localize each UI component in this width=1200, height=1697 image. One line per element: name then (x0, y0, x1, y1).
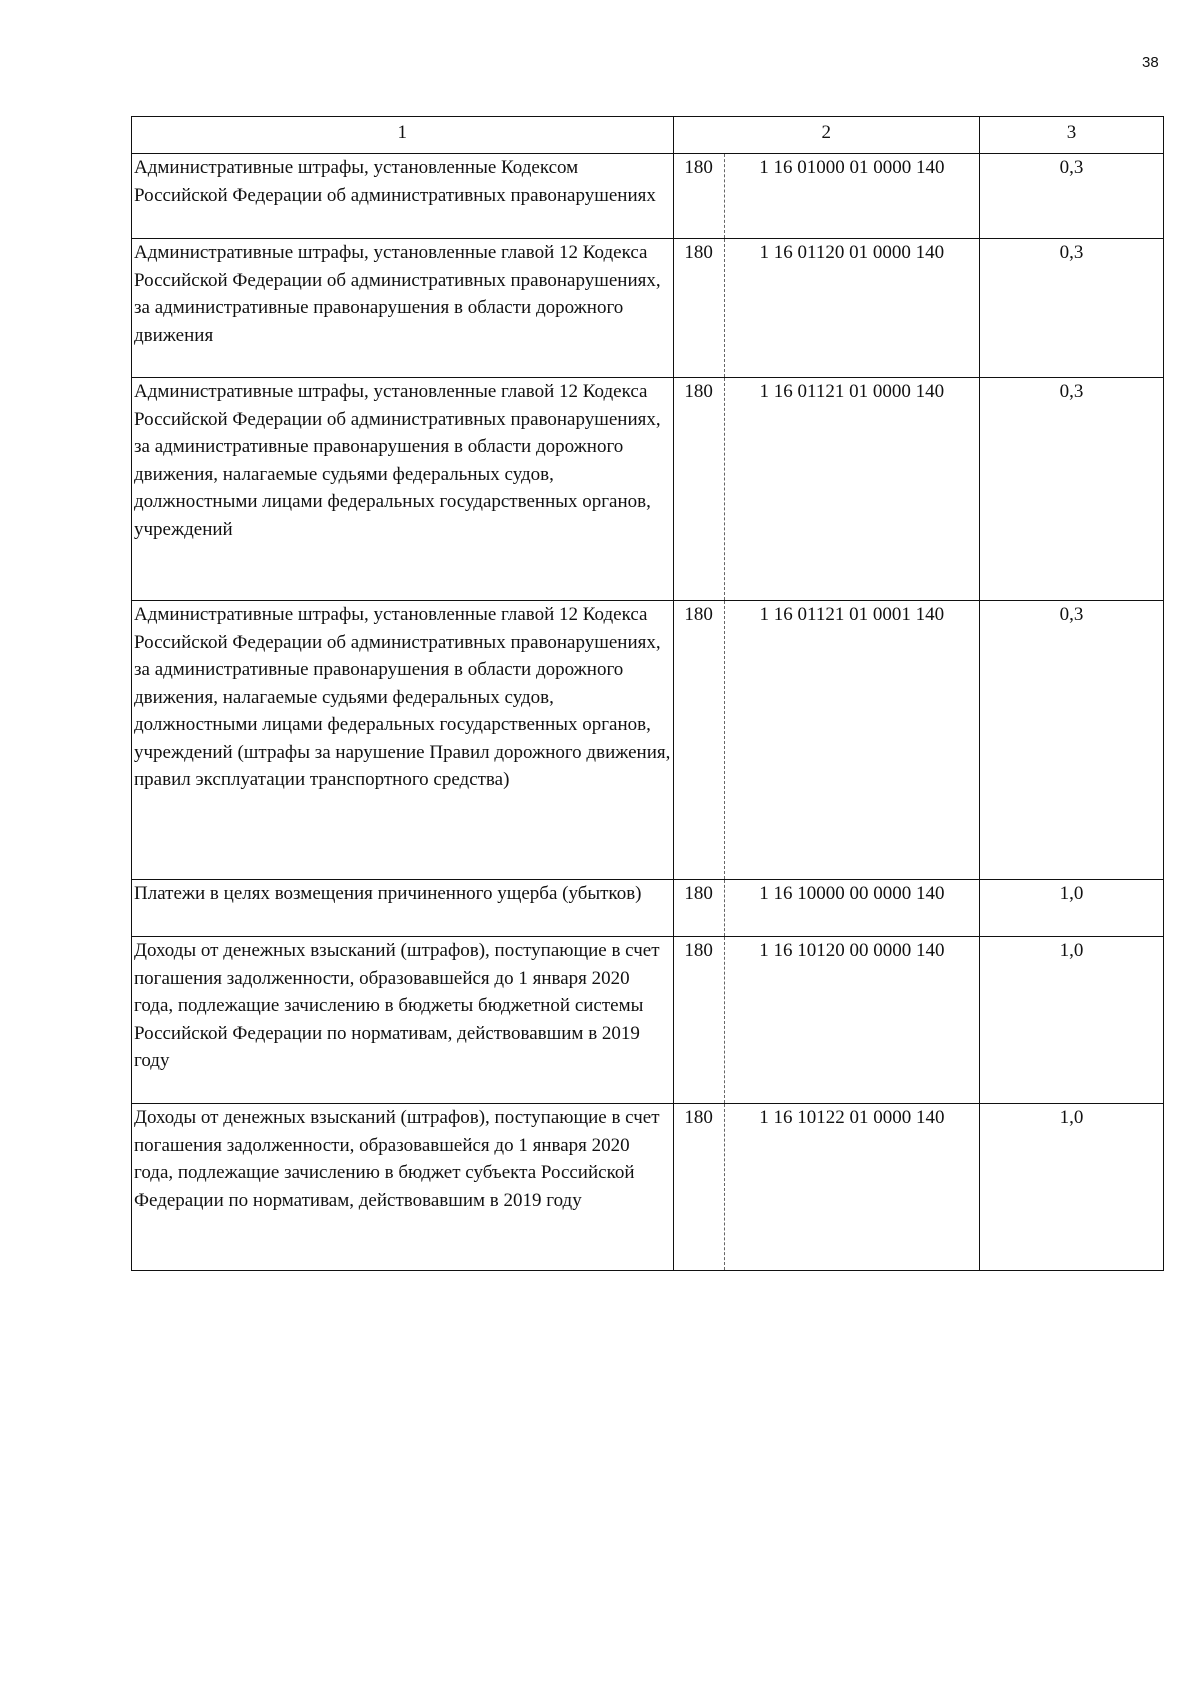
row-norm: 0,3 (980, 601, 1164, 880)
table-header-row (132, 117, 1164, 154)
row-admin-code: 180 (673, 1104, 724, 1271)
row-budget-code: 1 16 01121 01 0001 140 (724, 601, 979, 880)
page-number: 38 (1142, 54, 1159, 71)
table-row (132, 154, 1164, 239)
row-admin-code: 180 (673, 937, 724, 1104)
table-row (132, 378, 1164, 601)
row-norm: 1,0 (980, 880, 1164, 937)
row-norm: 1,0 (980, 937, 1164, 1104)
table-row (132, 601, 1164, 880)
row-admin-code: 180 (673, 880, 724, 937)
row-budget-code: 1 16 10120 00 0000 140 (724, 937, 979, 1104)
table-row (132, 880, 1164, 937)
table-row (132, 239, 1164, 378)
row-budget-code: 1 16 01000 01 0000 140 (724, 154, 979, 239)
row-description: Административные штрафы, установленные главой 12 Кодекса Российской Федерации об административных правонарушениях, за административные правонарушения в области дорожного движения, налагаемые судьями федеральных судов, должностными лицами федеральных государственных органов, учреждений (штрафы за нарушение Правил дорожного движения, правил эксплуатации транспортного средства) (132, 601, 674, 880)
row-norm: 0,3 (980, 154, 1164, 239)
row-norm: 0,3 (980, 378, 1164, 601)
row-description: Платежи в целях возмещения причиненного ущерба (убытков) (132, 880, 674, 937)
row-admin-code: 180 (673, 154, 724, 239)
table-row (132, 937, 1164, 1104)
table-row (132, 1104, 1164, 1271)
row-admin-code: 180 (673, 239, 724, 378)
row-admin-code: 180 (673, 378, 724, 601)
row-budget-code: 1 16 01121 01 0000 140 (724, 378, 979, 601)
header-col-3: 3 (980, 117, 1164, 154)
header-col-1: 1 (132, 117, 674, 154)
row-description: Административные штрафы, установленные Кодексом Российской Федерации об административных правонарушениях (132, 154, 674, 239)
row-description: Административные штрафы, установленные главой 12 Кодекса Российской Федерации об административных правонарушениях, за административные правонарушения в области дорожного движения, налагаемые судьями федеральных судов, должностными лицами федеральных государственных органов, учреждений (132, 378, 674, 601)
row-norm: 1,0 (980, 1104, 1164, 1271)
row-norm: 0,3 (980, 239, 1164, 378)
row-description: Административные штрафы, установленные главой 12 Кодекса Российской Федерации об административных правонарушениях, за административные правонарушения в области дорожного движения (132, 239, 674, 378)
row-budget-code: 1 16 10122 01 0000 140 (724, 1104, 979, 1271)
header-col-2: 2 (673, 117, 980, 154)
row-admin-code: 180 (673, 601, 724, 880)
row-description: Доходы от денежных взысканий (штрафов), поступающие в счет погашения задолженности, образовавшейся до 1 января 2020 года, подлежащие зачислению в бюджеты бюджетной системы Российской Федерации по нормативам, действовавшим в 2019 году (132, 937, 674, 1104)
revenue-norms-table (131, 116, 1164, 1271)
row-description: Доходы от денежных взысканий (штрафов), поступающие в счет погашения задолженности, образовавшейся до 1 января 2020 года, подлежащие зачислению в бюджет субъекта Российской Федерации по нормативам, действовавшим в 2019 году (132, 1104, 674, 1271)
row-budget-code: 1 16 01120 01 0000 140 (724, 239, 979, 378)
row-budget-code: 1 16 10000 00 0000 140 (724, 880, 979, 937)
